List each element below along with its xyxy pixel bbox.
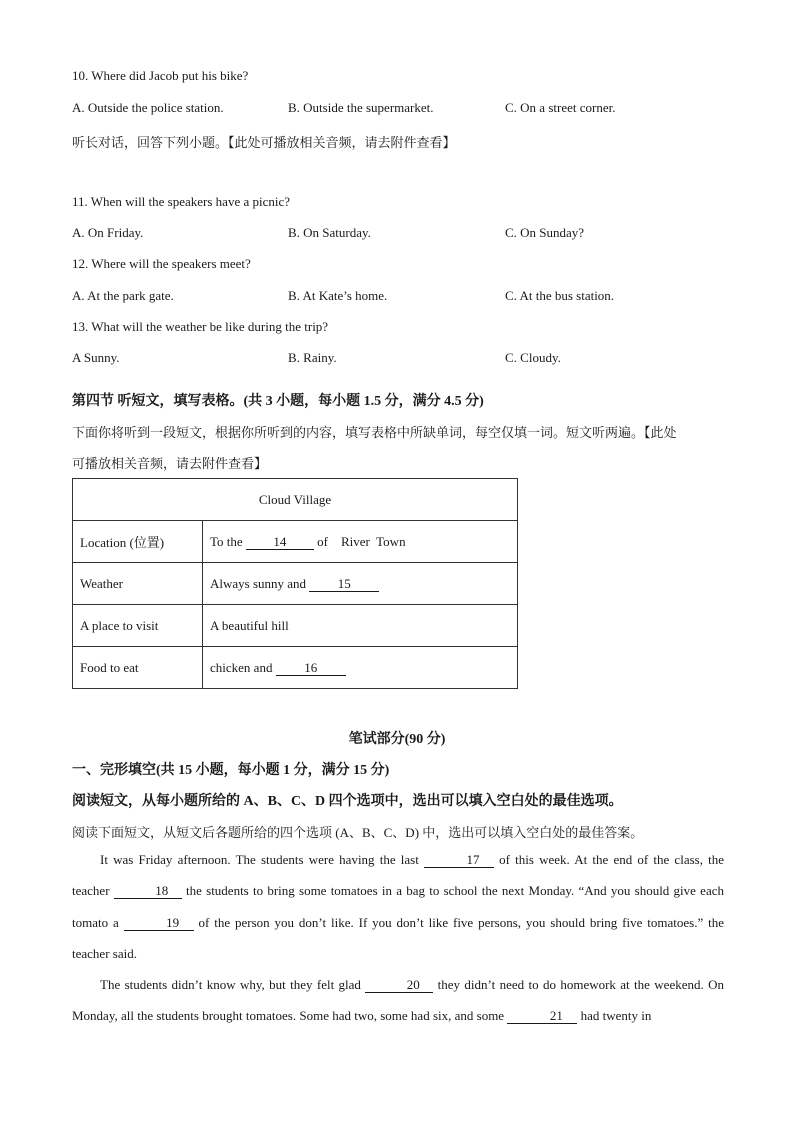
table-row: [73, 521, 518, 563]
q10-option-b: B. Outside the supermarket.: [288, 100, 434, 115]
q11-option-b: B. On Saturday.: [288, 225, 371, 240]
question-13: 13. What will the weather be like during the trip?: [72, 319, 329, 334]
q13-option-a: A Sunny.: [72, 350, 120, 365]
passage-text: the students to bring some tomatoes in a bag to school the next Monday. “And you should give each tomato a: [72, 883, 724, 930]
table-row-value: [203, 521, 518, 563]
answer-blank-19[interactable]: 19: [124, 916, 194, 931]
section4-instruction-line1: 下面你将听到一段短文，根据你所听到的内容，填写表格中所缺单词，每空仅填一词。短文听两遍。【此处: [72, 425, 677, 440]
q11-option-c: C. On Sunday?: [505, 225, 585, 240]
passage-paragraph-2: [72, 969, 724, 1032]
answer-blank-15[interactable]: 15: [309, 577, 379, 592]
question-12: 12. Where will the speakers meet?: [72, 256, 251, 271]
written-part-title: 笔试部分(90 分): [348, 732, 446, 747]
passage-text: It was Friday afternoon. The students were having the last: [100, 852, 424, 867]
q10-option-a: A. Outside the police station.: [72, 100, 224, 115]
table-title: Cloud Village: [73, 479, 518, 521]
passage-text: they didn’t need to do homework at the weekend. On Monday, all the students brought tomatoes. Some had two, some had six, and some: [72, 977, 724, 1024]
value-text: To the: [210, 533, 246, 549]
q12-option-a: A. At the park gate.: [72, 288, 174, 303]
passage-paragraph-1: [72, 844, 724, 969]
section4-instruction-line2: 可播放相关音频，请去附件查看】: [72, 456, 268, 471]
passage-text: of the person you don’t like. If you don’t like five persons, you should bring five tomatoes.” the teacher said.: [72, 914, 724, 961]
table-row-value: [203, 647, 518, 689]
q13-option-c: C. Cloudy.: [505, 350, 561, 365]
part1-instruction: 阅读下面短文，从短文后各题所给的四个选项 (A、B、C、D) 中，选出可以填入空白处的最佳答案。: [72, 825, 644, 840]
answer-blank-21[interactable]: 21: [507, 1009, 577, 1024]
value-text: chicken and: [210, 659, 276, 675]
passage-text: had twenty in: [577, 1008, 652, 1024]
table-row: [73, 605, 518, 647]
table-row: [73, 563, 518, 605]
q12-option-b: B. At Kate’s home.: [288, 288, 388, 303]
table-title-row: [73, 479, 518, 521]
dialog-instruction: 听长对话，回答下列小题。【此处可播放相关音频，请去附件查看】: [72, 135, 456, 150]
table-row-value: [203, 563, 518, 605]
table-row-value: A beautiful hill: [203, 605, 518, 647]
answer-blank-14[interactable]: 14: [246, 535, 314, 550]
table-row-label: Food to eat: [73, 647, 203, 689]
passage-text: of this week. At the end of the class, the teacher: [72, 852, 725, 899]
section4-heading: 第四节 听短文，填写表格。(共 3 小题，每小题 1.5 分，满分 4.5 分): [72, 394, 484, 409]
question-11: 11. When will the speakers have a picnic?: [72, 194, 291, 209]
answer-blank-20[interactable]: 20: [365, 978, 433, 993]
table-row-label: Location (位置): [73, 521, 203, 563]
table-row-label: Weather: [73, 563, 203, 605]
table-row-label: A place to visit: [73, 605, 203, 647]
answer-blank-17[interactable]: 17: [424, 853, 494, 868]
q12-option-c: C. At the bus station.: [505, 288, 615, 303]
table-row: [73, 647, 518, 689]
part1-subheading: 阅读短文，从每小题所给的 A、B、C、D 四个选项中，选出可以填入空白处的最佳选项。: [72, 794, 623, 809]
passage-text: The students didn’t know why, but they felt glad: [100, 977, 366, 992]
answer-blank-16[interactable]: 16: [276, 661, 346, 676]
question-10: 10. Where did Jacob put his bike?: [72, 68, 249, 83]
value-text: Always sunny and: [210, 575, 310, 591]
cloud-village-table: [72, 478, 518, 689]
value-text: of River Town: [313, 533, 406, 549]
part1-heading: 一、完形填空(共 15 小题，每小题 1 分，满分 15 分): [72, 763, 390, 778]
q11-option-a: A. On Friday.: [72, 225, 144, 240]
q13-option-b: B. Rainy.: [288, 350, 337, 365]
answer-blank-18[interactable]: 18: [114, 884, 182, 899]
q10-option-c: C. On a street corner.: [505, 100, 616, 115]
